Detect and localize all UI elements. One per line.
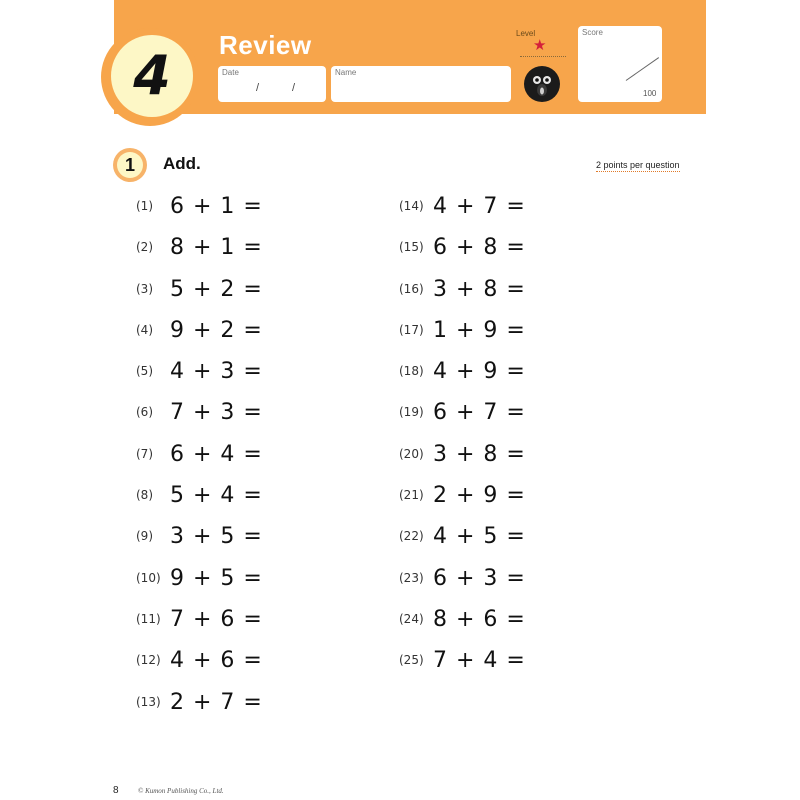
problem-expression: 2 + 7 = — [170, 689, 263, 715]
problem-row — [399, 400, 526, 424]
problem-number: (2) — [136, 240, 153, 254]
problem-number: (15) — [399, 240, 424, 254]
problem-number: (25) — [399, 653, 424, 667]
problem-row — [399, 442, 526, 466]
problem-row — [399, 277, 526, 301]
problem-number: (18) — [399, 364, 424, 378]
problem-expression: 4 + 5 = — [433, 523, 526, 549]
problem-expression: 4 + 3 = — [170, 358, 263, 384]
problem-expression: 7 + 4 = — [433, 647, 526, 673]
problem-expression: 4 + 9 = — [433, 358, 526, 384]
unit-number: 4 — [133, 44, 171, 107]
date-separator: / — [292, 82, 296, 94]
problem-number: (3) — [136, 282, 153, 296]
problem-row — [136, 524, 263, 548]
problem-row — [136, 607, 263, 631]
problem-row — [136, 690, 263, 714]
problem-number: (9) — [136, 529, 153, 543]
problem-row — [399, 648, 526, 672]
level-divider — [520, 56, 566, 57]
problem-expression: 5 + 2 = — [170, 276, 263, 302]
problem-row — [136, 277, 263, 301]
problem-number: (11) — [136, 612, 161, 626]
level-star-icon: ★ — [533, 37, 547, 54]
name-label: Name — [335, 68, 357, 77]
page-title: Review — [219, 30, 312, 60]
problem-expression: 8 + 6 = — [433, 606, 526, 632]
problem-row — [136, 194, 263, 218]
problem-row — [136, 483, 263, 507]
page-number: 8 — [113, 785, 119, 796]
problem-row — [399, 483, 526, 507]
problem-number: (17) — [399, 323, 424, 337]
problem-expression: 6 + 1 = — [170, 193, 263, 219]
problem-number: (5) — [136, 364, 153, 378]
date-label: Date — [222, 68, 239, 77]
unit-badge-inner — [111, 35, 193, 117]
problem-expression: 6 + 3 = — [433, 565, 526, 591]
problem-row — [399, 194, 526, 218]
problem-number: (14) — [399, 199, 424, 213]
problem-row — [399, 235, 526, 259]
problem-expression: 4 + 7 = — [433, 193, 526, 219]
problem-expression: 3 + 5 = — [170, 523, 263, 549]
level-label: Level — [516, 29, 536, 38]
problem-expression: 3 + 8 = — [433, 276, 526, 302]
problem-expression: 6 + 4 = — [170, 441, 263, 467]
copyright-notice: © Kumon Publishing Co., Ltd. — [138, 787, 224, 795]
problem-row — [136, 566, 263, 590]
section-badge-inner — [117, 152, 143, 178]
problem-number: (8) — [136, 488, 153, 502]
problem-number: (4) — [136, 323, 153, 337]
score-max: 100 — [643, 89, 657, 98]
problem-number: (22) — [399, 529, 424, 543]
problem-number: (24) — [399, 612, 424, 626]
name-field[interactable] — [331, 66, 511, 102]
problem-expression: 5 + 4 = — [170, 482, 263, 508]
problem-row — [136, 648, 263, 672]
problem-row — [399, 524, 526, 548]
problem-row — [399, 318, 526, 342]
problem-expression: 9 + 2 = — [170, 317, 263, 343]
problem-row — [136, 359, 263, 383]
problem-row — [399, 566, 526, 590]
problem-number: (23) — [399, 571, 424, 585]
problem-number: (21) — [399, 488, 424, 502]
section-title: Add. — [163, 154, 201, 173]
date-field[interactable] — [218, 66, 326, 102]
mascot-face-icon — [524, 66, 560, 102]
problem-row — [136, 235, 263, 259]
points-note: 2 points per question — [596, 160, 680, 170]
problem-number: (12) — [136, 653, 161, 667]
score-label: Score — [582, 28, 603, 37]
problem-number: (6) — [136, 405, 153, 419]
problem-number: (13) — [136, 695, 161, 709]
problem-row — [399, 607, 526, 631]
problem-expression: 3 + 8 = — [433, 441, 526, 467]
mascot-badge-icon — [524, 66, 560, 102]
problem-expression: 8 + 1 = — [170, 234, 263, 260]
problem-expression: 6 + 7 = — [433, 399, 526, 425]
problem-expression: 7 + 6 = — [170, 606, 263, 632]
problem-expression: 6 + 8 = — [433, 234, 526, 260]
problem-number: (10) — [136, 571, 161, 585]
problem-expression: 4 + 6 = — [170, 647, 263, 673]
problem-expression: 2 + 9 = — [433, 482, 526, 508]
problem-expression: 9 + 5 = — [170, 565, 263, 591]
problem-number: (1) — [136, 199, 153, 213]
problem-row — [399, 359, 526, 383]
problem-row — [136, 442, 263, 466]
date-separator: / — [256, 82, 260, 94]
problem-number: (19) — [399, 405, 424, 419]
problem-row — [136, 400, 263, 424]
problem-expression: 7 + 3 = — [170, 399, 263, 425]
problem-number: (20) — [399, 447, 424, 461]
problem-number: (16) — [399, 282, 424, 296]
problem-number: (7) — [136, 447, 153, 461]
section-number: 1 — [124, 154, 135, 175]
problem-row — [136, 318, 263, 342]
problem-expression: 1 + 9 = — [433, 317, 526, 343]
